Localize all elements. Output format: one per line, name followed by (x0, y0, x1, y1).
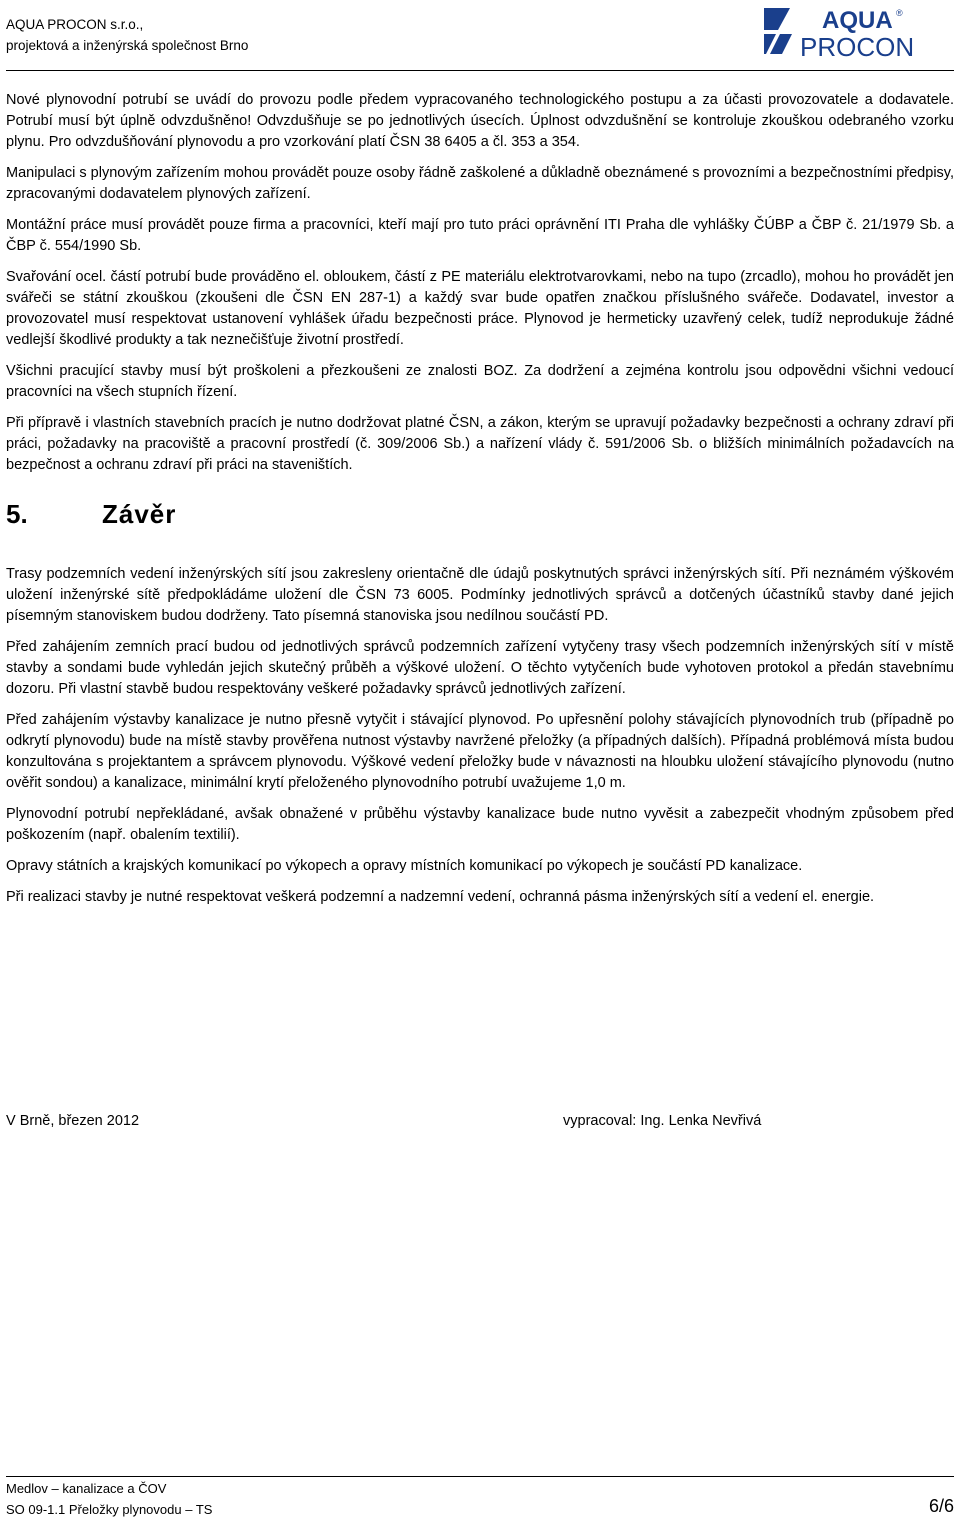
company-name (6, 14, 248, 56)
section-title: Závěr (102, 499, 177, 529)
paragraph: Montážní práce musí provádět pouze firma a pracovníci, kteří mají pro tuto práci oprávnění ITI Praha dle vyhlášky ČÚBP a ČBP č. 21/1979 Sb. a ČBP č. 554/1990 Sb. (6, 217, 954, 254)
logo-text-top: AQUA (822, 7, 893, 34)
footer-project: Medlov – kanalizace a ČOV (6, 1481, 167, 1496)
place-date: V Brně, březen 2012 (6, 1113, 140, 1129)
page-number: 6/6 (928, 1496, 954, 1516)
company-line-2: projektová a inženýrská společnost Brno (6, 38, 249, 53)
header-divider (6, 70, 954, 71)
paragraph: Všichni pracující stavby musí být proškoleni a přezkoušeni ze znalosti BOZ. Za dodržení a zejména kontrolu jsou odpovědni všichni vedoucí pracovníci na všech stupních řízení. (6, 363, 954, 400)
paragraph: Při realizaci stavby je nutné respektovat veškerá podzemní a nadzemní vedení, ochranná pásma inženýrských sítí a vedení el. energie. (6, 889, 875, 905)
paragraph: Před zahájením výstavby kanalizace je nutno přesně vytyčit i stávající plynovod. Po upřesnění polohy stávajících plynovodních trub (případně po odkrytí plynovodu) bude na místě stavby prověřena nutnost výstavby navržené přeložky (a případných dalších). Případná problémová místa budou konzultována s projektantem a správcem plynovodu. Výškové vedení přeložky bude v návaznosti na hloubku uložení stávajícího plynovodu (nutno ověřit sondou) a kanalizace, minimální krytí přeloženého plynovodního potrubí uvažujeme 1,0 m. (6, 712, 954, 791)
section-heading (6, 498, 954, 530)
paragraph: Trasy podzemních vedení inženýrských sítí jsou zakresleny orientačně dle údajů poskytnutých správci inženýrských sítí. Při neznámém výškovém uložení inženýrské sítě předpokládáme uložení dle ČSN 73 6005. Podmínky jednotlivých správců a dotčených účastníků stavby dané jejich písemným stanoviskem budou dodrženy. Tato písemná stanoviska jsou nedílnou součástí PD. (6, 566, 954, 624)
page-header (6, 0, 954, 70)
paragraph: Svařování ocel. částí potrubí bude prováděno el. obloukem, částí z PE materiálu elektrotvarovkami, nebo na tupo (zrcadlo), mohou ho provádět jen svářeči se státní zkouškou (zkoušeni dle ČSN EN 287-1) a každý svar bude opatřen značkou příslušného svářeče. Dodavatel, investor a provozovatel musí respektovat ustanovení vyhlášek úřadu bezpečnosti práce. Plynovod je hermeticky uzavřený celek, tudíž neprodukuje žádné vedlejší škodlivé produkty a tak neznečišťuje životní prostředí. (6, 269, 954, 348)
logo-text-bottom: PROCON (800, 32, 915, 58)
footer-object: SO 09-1.1 Přeložky plynovodu – TS (6, 1502, 213, 1517)
document-body (6, 90, 954, 918)
logo-mark-icon (764, 8, 792, 54)
footer-divider (6, 1476, 954, 1477)
logo-registered-mark: ® (896, 8, 903, 18)
paragraph: Manipulaci s plynovým zařízením mohou provádět pouze osoby řádně zaškolené a důkladně obeznámené s provozními a bezpečnostními předpisy, zpracovanými dodavatelem plynových zařízení. (6, 165, 954, 202)
paragraph: Nové plynovodní potrubí se uvádí do provozu podle předem vypracovaného technologického postupu a za účasti provozovatele a dodavatele. Potrubí musí být úplně odvzdušněno! Odvzdušňuje se po jednotlivých úsecích. Úplnost odvzdušnění se kontroluje zkouškou odebraného vzorku plynu. Pro odvzdušňování plynovodu a pro vzorkování platí ČSN 38 6405 a čl. 353 a 354. (6, 92, 954, 150)
paragraph: Plynovodní potrubí nepřekládané, avšak obnažené v průběhu výstavby kanalizace bude nutno vyvěsit a zabezpečit vhodným způsobem před poškozením (např. obalením textilií). (6, 806, 954, 843)
aqua-procon-logo (764, 6, 954, 58)
paragraph: Před zahájením zemních prací budou od jednotlivých správců podzemních zařízení vytyčeny trasy všech podzemních inženýrských sítí v místě stavby a sondami bude vyhledán jejich skutečný průběh a výškové uložení. O těchto vytyčeních bude vyhotoven protokol a předán stavebnímu dozoru. Při vlastní stavbě budou respektovány veškeré požadavky správců jednotlivých zařízení. (6, 639, 954, 697)
company-line-1: AQUA PROCON s.r.o., (6, 17, 144, 32)
section-number: 5. (6, 499, 28, 529)
prepared-by: vypracoval: Ing. Lenka Nevřivá (563, 1113, 762, 1129)
paragraph: Opravy státních a krajských komunikací po výkopech a opravy místních komunikací po výkopech je součástí PD kanalizace. (6, 858, 803, 874)
paragraph: Při přípravě i vlastních stavebních pracích je nutno dodržovat platné ČSN, a zákon, kterým se upravují požadavky bezpečnosti a ochrany zdraví při práci, požadavky na pracoviště a pracovní prostředí (č. 309/2006 Sb.) a nařízení vlády č. 591/2006 Sb. o bližších minimálních požadavcích na bezpečnost a ochranu zdraví při práci na staveništích. (6, 415, 954, 473)
